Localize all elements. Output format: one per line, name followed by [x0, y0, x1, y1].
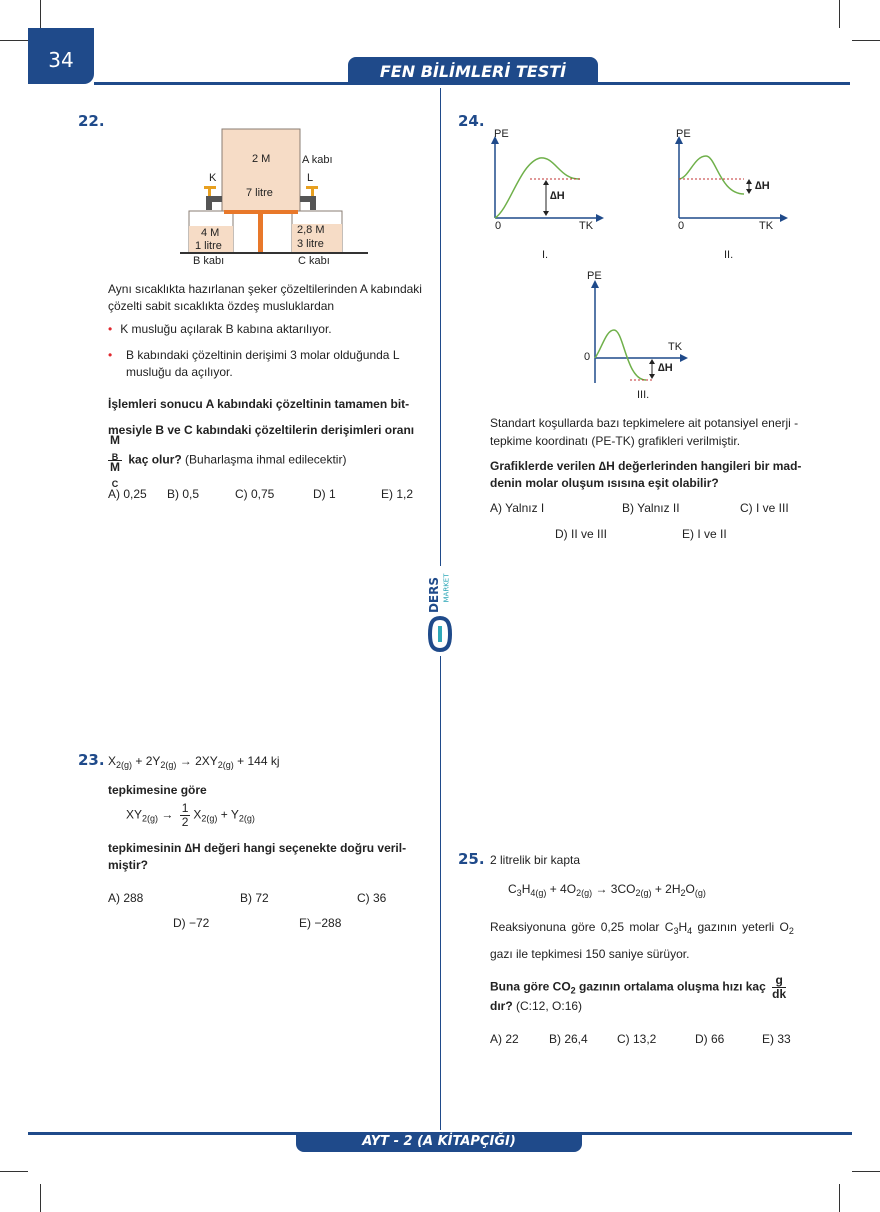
q22-option-e[interactable]: E) 1,2 [381, 487, 414, 501]
mb-mc-fraction: M $_B$ M $_C$ [110, 433, 120, 489]
column-divider [440, 656, 441, 1130]
q22-intro: Aynı sıcaklıkta hazırlanan şeker çözeltilerinden A kabındaki çözelti sabit sıcaklıkta özdeş musluklardan [108, 282, 422, 313]
q25-option-c[interactable]: C) 13,2 [617, 1032, 657, 1046]
q24-text-line1: Standart koşullarda bazı tepkimelere ait potansiyel enerji - [490, 416, 799, 430]
q24-option-a[interactable]: A) Yalnız I [490, 501, 545, 515]
g-per-dk-fraction: $\frac{g}{dk}$ [772, 973, 787, 1001]
crop-mark [839, 1184, 840, 1212]
q22-question-line1: İşlemleri sonucu A kabındaki çözeltinin tamamen bit- [108, 397, 410, 411]
q23-reaction: $X_{2(g)} + 2Y_{2(g)} \to 2XY_{2(g)} + 144$ kj [108, 754, 280, 770]
q23-option-c[interactable]: C) 36 [357, 891, 387, 905]
q24-text-line2: tepkime koordinatı (PE-TK) grafikleri verilmiştir. [490, 434, 741, 448]
q22-question-line3: M $_B$ M $_C$ kaç olur? (Buharlaşma ihmal edilecektir) [110, 433, 347, 489]
q25-question: Buna göre $CO_2$ gazının ortalama oluşma hızı kaç $\frac{g}{dk}$ [490, 973, 787, 1001]
q22-option-d[interactable]: D) 1 [313, 487, 336, 501]
graph-iii: PE 0 TK ∆H III. [584, 268, 714, 408]
crop-mark [40, 1184, 41, 1212]
q25-reaction: $C_3H_{4(g)} + 4O_{2(g)} \to 3CO_{2(g)} + 2H_2O_{(g)}$ [508, 882, 706, 898]
q24-option-c[interactable]: C) I ve III [740, 501, 789, 515]
q24-option-b[interactable]: B) Yalnız II [622, 501, 680, 515]
q23-question-line2: miştir? [108, 858, 149, 872]
graph-ii: PE 0 TK ∆H II. [664, 128, 794, 263]
q23-option-b[interactable]: B) 72 [240, 891, 269, 905]
q22-option-b[interactable]: B) 0,5 [167, 487, 200, 501]
q22-bullet-1: • K musluğu açılarak B kabına aktarılıyor. [108, 322, 332, 336]
q25-option-d[interactable]: D) 66 [695, 1032, 725, 1046]
crop-mark [839, 0, 840, 28]
q23-line2: tepkimesine göre [108, 783, 207, 797]
q22-bullet-2: • B kabındaki çözeltinin derişimi 3 molar olduğunda L musluğu da açılıyor. [108, 348, 400, 379]
q22-question-line2: mesiyle B ve C kabındaki çözeltilerin derişimleri oranı [108, 423, 415, 437]
crop-mark [40, 0, 41, 28]
q24-option-e[interactable]: E) I ve II [682, 527, 727, 541]
q25-option-e[interactable]: E) 33 [762, 1032, 791, 1046]
question-number: 23. [78, 751, 105, 769]
q23-question-line1: tepkimesinin ∆H değeri hangi seçenekte doğru veril- [108, 841, 407, 855]
q22-option-c[interactable]: C) 0,75 [235, 487, 275, 501]
column-divider [440, 88, 441, 566]
q25-line4: gazı ile tepkimesi 150 saniye sürüyor. [490, 947, 690, 961]
q24-option-d[interactable]: D) II ve III [555, 527, 608, 541]
crop-mark [0, 1171, 28, 1172]
q23-option-e[interactable]: E) −288 [299, 916, 342, 930]
q24-question-line2: denin molar oluşum ısısına eşit olabilir? [490, 476, 719, 490]
q23-option-a[interactable]: A) 288 [108, 891, 144, 905]
half-fraction: $\frac{1}{2}$ [181, 801, 189, 829]
q22-figure: 2 M A kabı K L 7 litre 4 M 1 litre 2,8 M 3 litre B kabı C kabı [180, 126, 380, 271]
footer-title: AYT - 2 (A KİTAPÇIĞI) [362, 1134, 516, 1149]
q23-option-d[interactable]: D) −72 [173, 916, 210, 930]
question-number: 25. [458, 850, 485, 868]
q22-option-a[interactable]: A) 0,25 [108, 487, 147, 501]
header-title: FEN BİLİMLERİ TESTİ [379, 62, 567, 81]
q23-reaction2: $XY_{2(g)}$ → $\frac{1}{2}$ $X_{2(g)} + Y_{2(g)}$ [126, 801, 255, 829]
ders-market-logo: DERS MARKET [424, 570, 456, 654]
graph-i: PE 0 TK ∆H I. [480, 128, 610, 263]
q25-question-tail: dır? (C:12, O:16) [490, 999, 583, 1013]
crop-mark [852, 1171, 880, 1172]
question-number: 24. [458, 112, 485, 130]
crop-mark [852, 40, 880, 41]
page-number: 34 [48, 48, 74, 72]
q25-option-a[interactable]: A) 22 [490, 1032, 519, 1046]
crop-mark [0, 40, 28, 41]
q24-question-line1: Grafiklerde verilen ∆H değerlerinden hangileri bir mad- [490, 459, 802, 473]
q25-line1: 2 litrelik bir kapta [490, 853, 581, 867]
q25-line3: Reaksiyonuna göre 0,25 molar $C_3H_4$ gazının yeterli $O_2$ [490, 920, 794, 936]
q25-option-b[interactable]: B) 26,4 [549, 1032, 588, 1046]
question-number: 22. [78, 112, 105, 130]
